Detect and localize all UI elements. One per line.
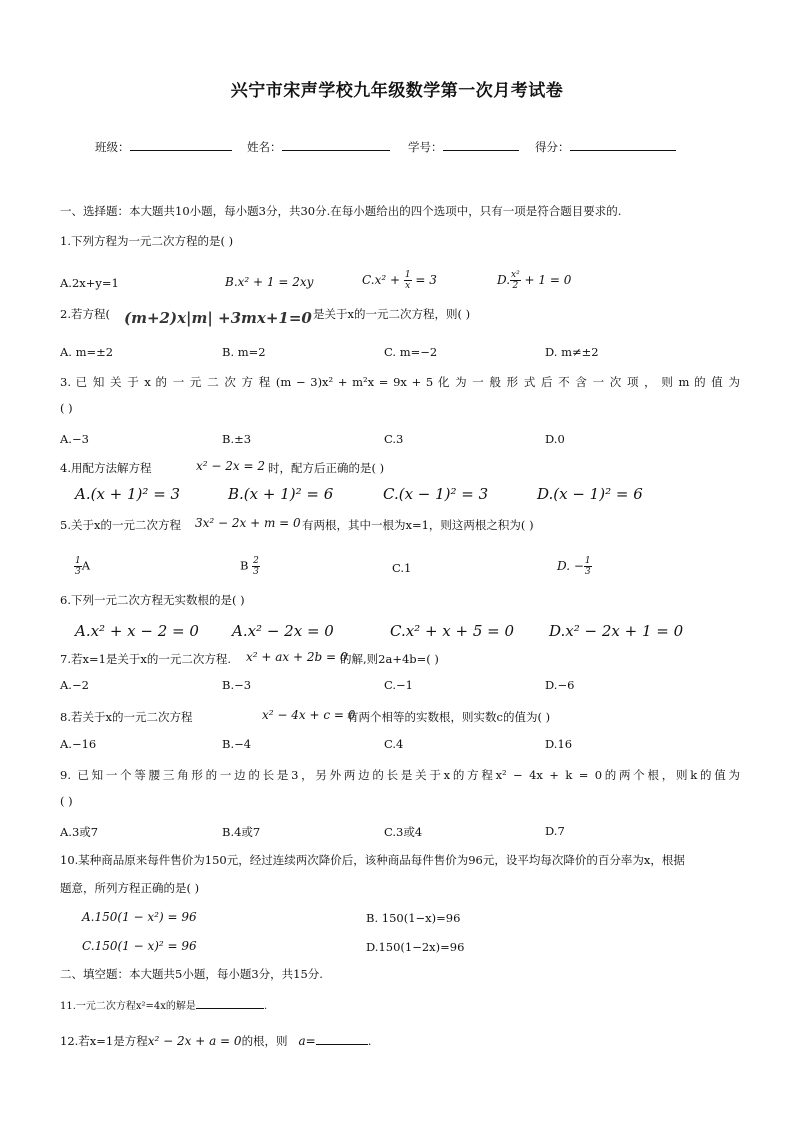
name-field — [247, 139, 390, 155]
q5-a-num: 1 — [75, 556, 81, 566]
q10-option-d: D.150(1−2x)=96 — [366, 940, 465, 954]
q2-stem-post: 是关于x的一元二次方程，则( ) — [313, 307, 471, 321]
q2-equation-image: (m+2)x|m| +3mx+1=0 — [124, 309, 312, 327]
q2-option-a: A. m=±2 — [60, 345, 114, 359]
q5-b-label: B — [240, 558, 249, 573]
question-5-stem-post: 有两根，其中一根为x=1，则这两根之积为( ) — [302, 518, 534, 532]
q2-stem-pre: 2.若方程( — [60, 307, 110, 321]
section-2-heading: 二、填空题：本大题共5小题，每小题3分，共15分. — [60, 967, 323, 981]
q2-option-d: D. m≠±2 — [545, 345, 599, 359]
q12-end: . — [367, 1034, 372, 1048]
question-8-stem-post: 有两个相等的实数根，则实数c的值为( ) — [347, 710, 551, 724]
q5-a-label: A — [81, 558, 91, 573]
question-7-stem-post: 的解,则2a+4b=( ) — [340, 652, 439, 666]
q7-option-c: C.−1 — [384, 678, 413, 692]
q12-answer-blank[interactable] — [316, 1033, 368, 1045]
q5-equation: 3x² − 2x + m = 0 — [195, 516, 301, 530]
q7-option-d: D.−6 — [545, 678, 575, 692]
question-10-line2: 题意，所列方程正确的是( ) — [60, 881, 200, 895]
question-6-stem: 6.下列一元二次方程无实数根的是( ) — [60, 593, 245, 607]
score-label: 得分： — [535, 140, 570, 154]
name-label: 姓名： — [247, 140, 282, 154]
id-field — [408, 139, 519, 155]
q6-option-d: D.x² − 2x + 1 = 0 — [549, 622, 684, 640]
q10-option-a: A.150(1 − x²) = 96 — [82, 910, 197, 924]
q9-option-b: B.4或7 — [222, 825, 261, 839]
q11-stem: 11.一元二次方程x²=4x的解是 — [60, 1001, 196, 1012]
question-9-line1: 9. 已知一个等腰三角形的一边的长是3，另外两边的长是关于x的方程x² − 4x + k = 0的两个根，则k的值为 — [60, 768, 740, 782]
question-7-stem-pre: 7.若x=1是关于x的一元二次方程. — [60, 652, 232, 666]
q1-option-a: A.2x+y=1 — [60, 276, 119, 290]
q1-c-post: = 3 — [411, 273, 437, 287]
q5-option-a — [74, 556, 90, 577]
section-1-heading: 一、选择题：本大题共10小题，每小题3分，共30分.在每小题给出的四个选项中，只有一项是符合题目要求的. — [60, 204, 622, 218]
q1-d-pre: D. — [497, 273, 511, 287]
q8-equation: x² − 4x + c = 0 — [262, 708, 356, 722]
question-2-stem — [60, 306, 110, 322]
q11-end: . — [263, 1001, 268, 1012]
name-blank[interactable] — [282, 139, 390, 151]
class-blank[interactable] — [130, 139, 232, 151]
q5-b-den: 3 — [253, 567, 259, 577]
q9-option-a: A.3或7 — [60, 825, 99, 839]
q5-option-b — [240, 556, 260, 577]
class-label: 班级： — [95, 140, 130, 154]
q1-d-num: x² — [511, 270, 520, 280]
q5-option-d — [557, 556, 592, 577]
id-label: 学号： — [408, 140, 443, 154]
q6-option-b: A.x² − 2x = 0 — [232, 622, 334, 640]
q6-option-a: A.x² + x − 2 = 0 — [75, 622, 199, 640]
q4-option-c: C.(x − 1)² = 3 — [383, 485, 489, 503]
q5-b-fraction — [252, 556, 260, 577]
q7-option-b: B.−3 — [222, 678, 252, 692]
q1-c-num: 1 — [404, 270, 411, 280]
q3-option-d: D.0 — [545, 432, 565, 446]
q10-option-b: B. 150(1−x)=96 — [366, 911, 461, 925]
q8-option-a: A.−16 — [60, 737, 97, 751]
q5-option-c: C.1 — [392, 561, 412, 575]
q1-option-d — [497, 270, 571, 291]
q12-var: a= — [298, 1034, 316, 1048]
q12-stem-mid: 的根，则 — [241, 1034, 288, 1048]
q1-d-fraction — [510, 270, 521, 291]
q11-answer-blank[interactable] — [196, 999, 264, 1009]
question-12 — [60, 1033, 371, 1049]
q5-b-num: 2 — [253, 556, 259, 566]
question-4-stem-pre: 4.用配方法解方程 — [60, 461, 152, 475]
q1-option-c — [362, 270, 437, 291]
q3-option-a: A.−3 — [60, 432, 89, 446]
q8-option-c: C.4 — [384, 737, 404, 751]
page-title: 兴宁市宋声学校九年级数学第一次月考试卷 — [230, 81, 564, 101]
q1-c-pre: C.x² + — [362, 273, 404, 287]
q12-equation: x² − 2x + a = 0 — [147, 1034, 242, 1048]
q1-d-post: + 1 = 0 — [520, 273, 572, 287]
q4-option-d: D.(x − 1)² = 6 — [537, 485, 643, 503]
q2-option-c: C. m=−2 — [384, 345, 438, 359]
id-blank[interactable] — [443, 139, 519, 151]
q10-option-c: C.150(1 − x)² = 96 — [82, 939, 197, 953]
q1-option-b: B.x² + 1 = 2xy — [225, 275, 314, 289]
question-1-stem: 1.下列方程为一元二次方程的是( ) — [60, 234, 234, 248]
q6-option-c: C.x² + x + 5 = 0 — [390, 622, 515, 640]
q8-option-b: B.−4 — [222, 737, 252, 751]
q5-a-fraction — [74, 556, 82, 577]
q9-option-c: C.3或4 — [384, 825, 423, 839]
question-9-line2: ( ) — [60, 794, 73, 808]
q5-d-fraction — [584, 556, 592, 577]
score-field — [535, 139, 676, 155]
q4-option-a: A.(x + 1)² = 3 — [75, 485, 181, 503]
q1-d-den: 2 — [512, 281, 519, 291]
question-8-stem-pre: 8.若关于x的一元二次方程 — [60, 710, 193, 724]
class-field — [95, 139, 232, 155]
q9-option-d: D.7 — [545, 824, 565, 838]
q1-c-den: x — [405, 281, 411, 291]
q4-equation: x² − 2x = 2 — [196, 459, 265, 473]
score-blank[interactable] — [570, 139, 676, 151]
q8-option-d: D.16 — [545, 737, 573, 751]
q7-option-a: A.−2 — [60, 678, 89, 692]
q3-option-b: B.±3 — [222, 432, 252, 446]
q5-d-den: 3 — [584, 567, 591, 577]
q5-d-pre: D. − — [557, 559, 584, 573]
question-4-stem-post: 时，配方后正确的是( ) — [268, 461, 385, 475]
question-10-line1: 10.某种商品原来每件售价为150元，经过连续两次降价后，该种商品每件售价为96元，设平均每次降价的百分率为x，根据 — [60, 853, 685, 867]
q5-d-num: 1 — [584, 556, 591, 566]
question-3-line2: ( ) — [60, 401, 73, 415]
question-5-stem-pre: 5.关于x的一元二次方程 — [60, 518, 181, 532]
q5-a-den: 3 — [75, 567, 81, 577]
q3-option-c: C.3 — [384, 432, 404, 446]
q4-option-b: B.(x + 1)² = 6 — [228, 485, 334, 503]
q7-equation: x² + ax + 2b = 0 — [246, 650, 348, 664]
q2-option-b: B. m=2 — [222, 345, 266, 359]
q1-c-fraction — [404, 270, 412, 291]
q12-stem-pre: 12.若x=1是方程 — [60, 1034, 148, 1048]
question-11 — [60, 997, 267, 1012]
question-3-line1: 3. 已 知 关 于 x 的 一 元 二 次 方 程 (m − 3)x² + m²x = 9x + 5 化 为 一 般 形 式 后 不 含 一 次 项 ， 则 m 的 值 为 — [60, 375, 740, 389]
